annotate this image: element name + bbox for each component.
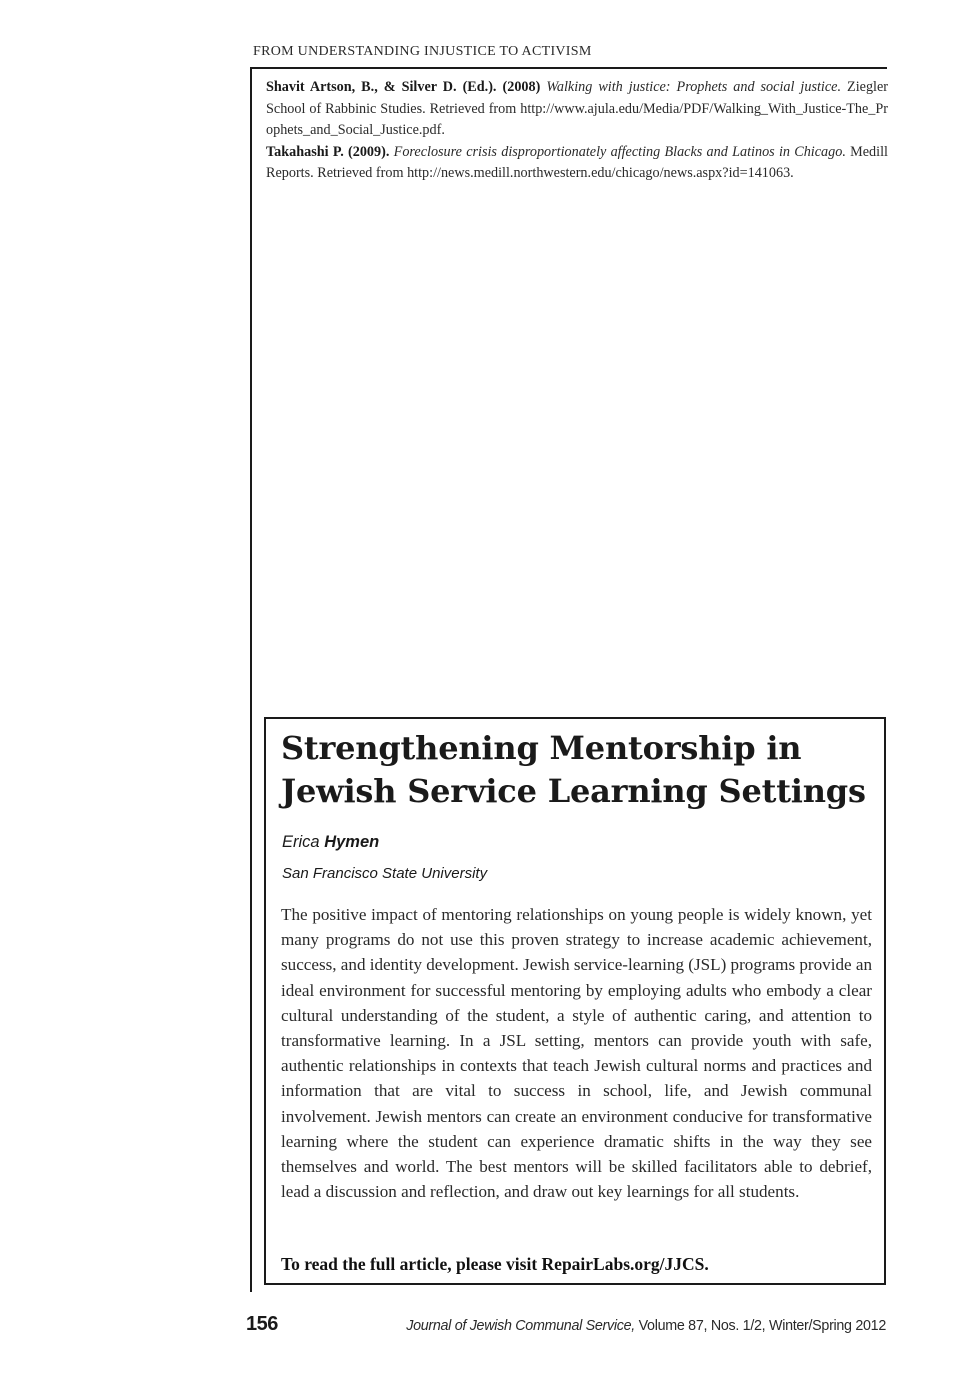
article-abstract: The positive impact of mentoring relationships on young people is widely known, yet many programs do not use this proven strategy to increase academic achievement, success, and identity development. Jewish service-learning (JSL) programs provide an ideal environment for successful mentoring by employing adults who embody a clear cultural understanding of the student, a style of authentic caring, and attention to transformative learning. In a JSL setting, mentors can provide youth with safe, authentic relationships in contexts that teach Jewish cultural norms and practices and information that are vital to success in school, life, and Jewish communal involvement. Jewish mentors can create an environment conducive for transformative learning where the student can experience dramatic shifts in the way they see themselves and world. The best mentors will be skilled facilitators able to debrief, lead a discussion and reflection, and draw out key learnings for all students. (281, 905, 872, 1202)
read-full-article-link[interactable]: To read the full article, please visit RepairLabs.org/JJCS. (281, 1254, 709, 1274)
reference-title: Foreclosure crisis disproportionately affecting Blacks and Latinos in Chicago. (393, 143, 846, 160)
reference-url[interactable]: http://news.medill.northwestern.edu/chicago/news.aspx?id=141063. (407, 165, 794, 181)
running-head: FROM UNDERSTANDING INJUSTICE TO ACTIVISM (253, 44, 592, 59)
reference-title: Walking with justice: Prophets and social justice. (546, 79, 842, 95)
reference-entry (266, 142, 888, 185)
left-rule (250, 67, 252, 1292)
reference-author: Shavit Artson, B., & Silver D. (Ed.). (266, 79, 497, 95)
article-title: Strengthening Mentorship in Jewish Service Learning Settings (281, 729, 866, 810)
article-summary-box (264, 717, 886, 1285)
reference-year: (2008) (502, 79, 541, 95)
references-list (266, 77, 888, 185)
author-last-name: Hymen (324, 833, 380, 851)
author-first-name: Erica (282, 833, 320, 851)
reference-publisher: Medill Reports. Retrieved from (266, 143, 888, 181)
reference-publisher: Ziegler School of Rabbinic Studies. Retrieved from (266, 79, 889, 117)
reference-url[interactable]: http://www.ajula.edu/Media/PDF/Walking_With_Justice-The_Prophets_and_Social_Justice.pdf. (266, 100, 888, 138)
author-affiliation: San Francisco State University (282, 865, 488, 882)
reference-entry (266, 77, 888, 142)
journal-issue: Volume 87, Nos. 1/2, Winter/Spring 2012 (638, 1318, 886, 1334)
reference-author: Takahashi P. (266, 143, 344, 160)
page-number: 156 (246, 1313, 278, 1335)
article-author (282, 833, 379, 852)
journal-name: Journal of Jewish Communal Service, (406, 1318, 635, 1334)
reference-year: (2009). (348, 143, 390, 160)
journal-citation-footer (406, 1318, 886, 1334)
top-rule (250, 67, 887, 69)
